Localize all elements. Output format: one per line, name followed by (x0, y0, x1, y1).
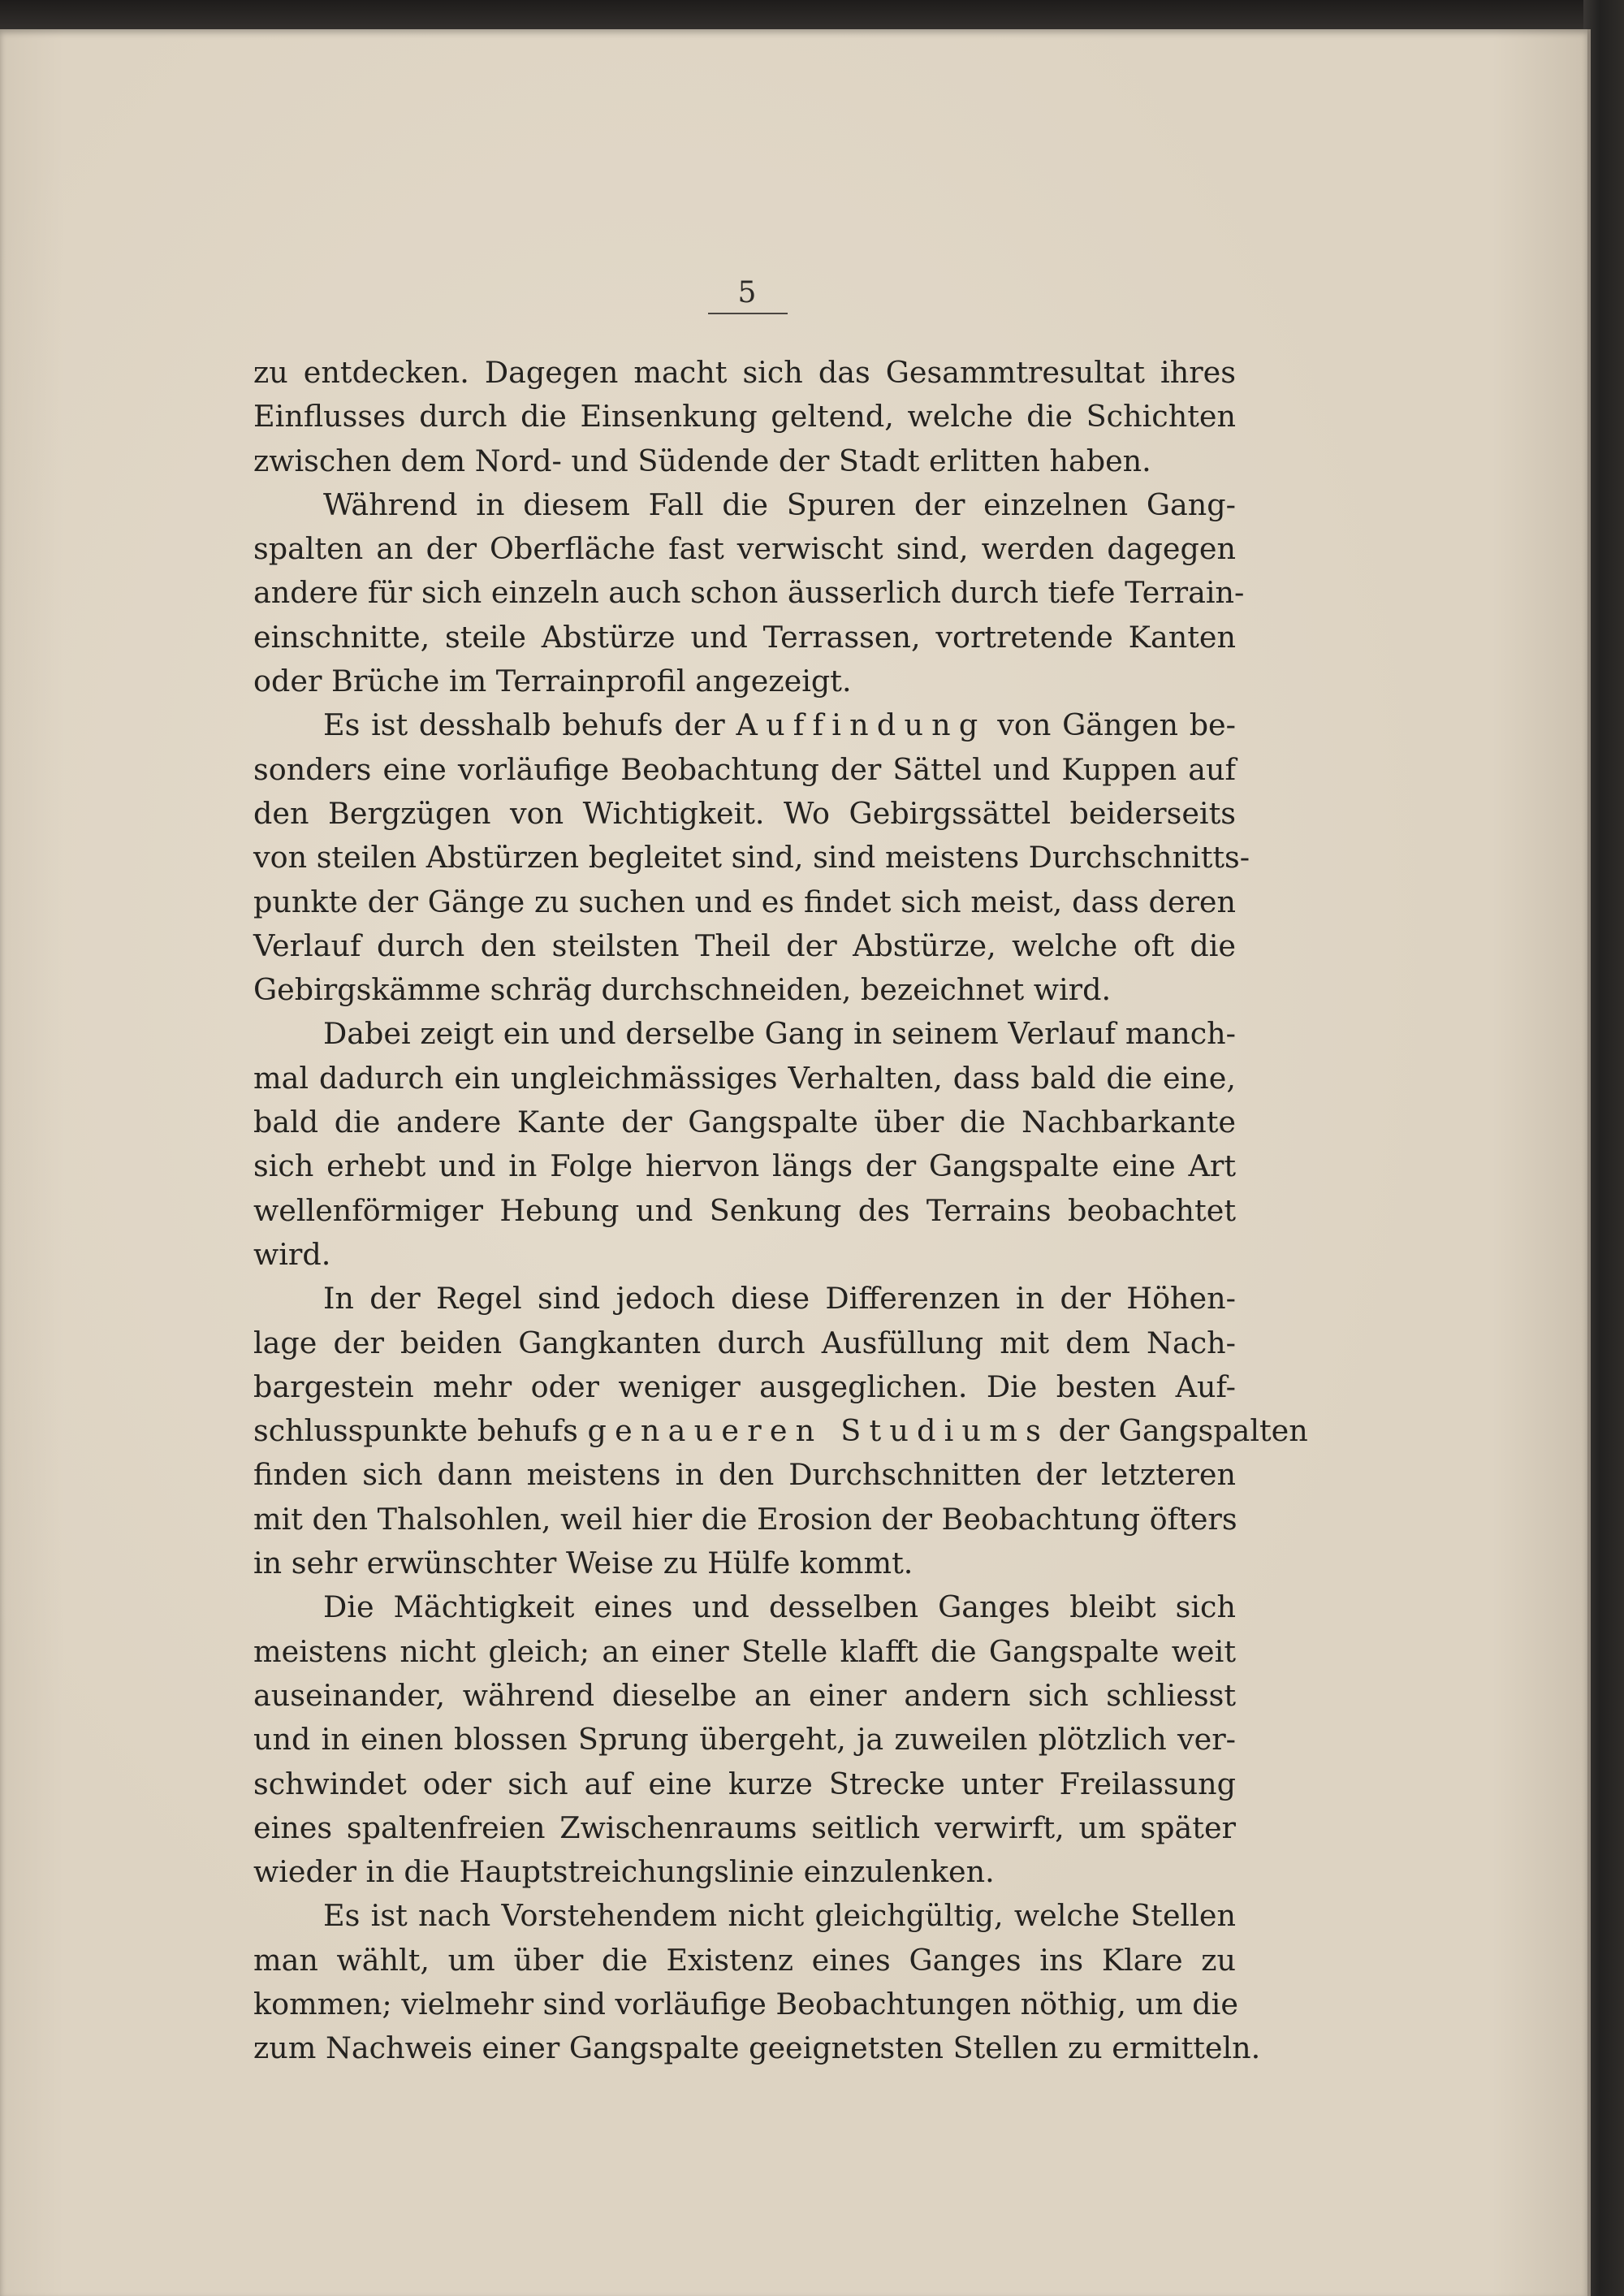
text-line: eines spaltenfreien Zwischenraums seitlich verwirft, um später (253, 1810, 1236, 1845)
text-line: oder Brüche im Terrainprofil angezeigt. (253, 664, 852, 699)
text-line: schwindet oder sich auf eine kurze Strecke unter Freilassung (253, 1766, 1236, 1801)
text-line: Es ist nach Vorstehendem nicht gleichgültig, welche Stellen (323, 1898, 1236, 1934)
page-edge (1587, 29, 1591, 2296)
text-line: punkte der Gänge zu suchen und es findet sich meist, dass deren (253, 884, 1236, 919)
text-line: finden sich dann meistens in den Durchschnitten der letzteren (253, 1457, 1236, 1493)
text-line: einschnitte, steile Abstürze und Terrassen, vortretende Kanten (253, 619, 1236, 655)
text-line: zu entdecken. Dagegen macht sich das Gesammtresultat ihres (253, 355, 1236, 390)
text-line: den Bergzügen von Wichtigkeit. Wo Gebirgssättel beiderseits (253, 795, 1236, 831)
text-line (253, 1409, 1308, 1453)
text-line: Die Mächtigkeit eines und desselben Ganges bleibt sich (323, 1589, 1236, 1625)
scan-background-top (0, 0, 1624, 32)
text-line: wird. (253, 1236, 331, 1272)
text-line: Dabei zeigt ein und derselbe Gang in seinem Verlauf manch- (323, 1016, 1236, 1052)
text-line: Einflusses durch die Einsenkung geltend, welche die Schichten (253, 399, 1236, 435)
text-line: Während in diesem Fall die Spuren der einzelnen Gang- (323, 486, 1236, 522)
text-line: bargestein mehr oder weniger ausgeglichen. Die besten Auf- (253, 1369, 1236, 1404)
text-line: sonders eine vorläufige Beobachtung der Sättel und Kuppen auf (253, 751, 1236, 787)
emphasized-text: Auffindung (736, 707, 987, 743)
emphasized-text: genaueren Studiums (587, 1413, 1050, 1449)
text-line: kommen; vielmehr sind vorläufige Beobachtungen nöthig, um die (253, 1986, 1238, 2021)
text-line: sich erhebt und in Folge hiervon längs der Gangspalte eine Art (253, 1148, 1236, 1184)
text-line: auseinander, während dieselbe an einer andern sich schliesst (253, 1677, 1236, 1713)
text-segment: schlusspunkte behufs (253, 1413, 588, 1449)
text-line: in sehr erwünschter Weise zu Hülfe kommt. (253, 1546, 914, 1581)
text-line: lage der beiden Gangkanten durch Ausfüllung mit dem Nach- (253, 1325, 1236, 1360)
body-text (253, 351, 1308, 2071)
text-line: und in einen blossen Sprung übergeht, ja zuweilen plötzlich ver- (253, 1722, 1236, 1758)
text-line (253, 703, 1236, 747)
text-line: zwischen dem Nord- und Südende der Stadt erlitten haben. (253, 443, 1151, 478)
text-line: von steilen Abstürzen begleitet sind, sind meistens Durchschnitts- (253, 840, 1250, 876)
text-line: Verlauf durch den steilsten Theil der Abstürze, welche oft die (253, 927, 1236, 963)
text-line: spalten an der Oberfläche fast verwischt sind, werden dagegen (253, 531, 1236, 567)
page-number: 5 (737, 276, 757, 309)
text-line: Gebirgskämme schräg durchschneiden, bezeichnet wird. (253, 972, 1112, 1008)
text-segment: der Gangspalten (1049, 1413, 1308, 1449)
text-line: zum Nachweis einer Gangspalte geeignetsten Stellen zu ermitteln. (253, 2030, 1261, 2066)
text-line: wieder in die Hauptstreichungslinie einzulenken. (253, 1854, 995, 1890)
page-number-rule (708, 313, 788, 314)
text-line: bald die andere Kante der Gangspalte über die Nachbarkante (253, 1105, 1236, 1140)
text-line: man wählt, um über die Existenz eines Ganges ins Klare zu (253, 1942, 1236, 1978)
text-segment: von Gängen be- (986, 707, 1236, 743)
text-line: meistens nicht gleich; an einer Stelle klafft die Gangspalte weit (253, 1633, 1236, 1669)
text-segment: Es ist desshalb behufs der (323, 707, 736, 743)
text-line: mal dadurch ein ungleichmässiges Verhalten, dass bald die eine, (253, 1060, 1236, 1096)
text-line: andere für sich einzeln auch schon äusserlich durch tiefe Terrain- (253, 575, 1245, 611)
text-line: mit den Thalsohlen, weil hier die Erosion der Beobachtung öfters (253, 1501, 1237, 1537)
text-line: In der Regel sind jedoch diese Differenzen in der Höhen- (323, 1281, 1236, 1317)
text-line: wellenförmiger Hebung und Senkung des Terrains beobachtet (253, 1192, 1236, 1228)
